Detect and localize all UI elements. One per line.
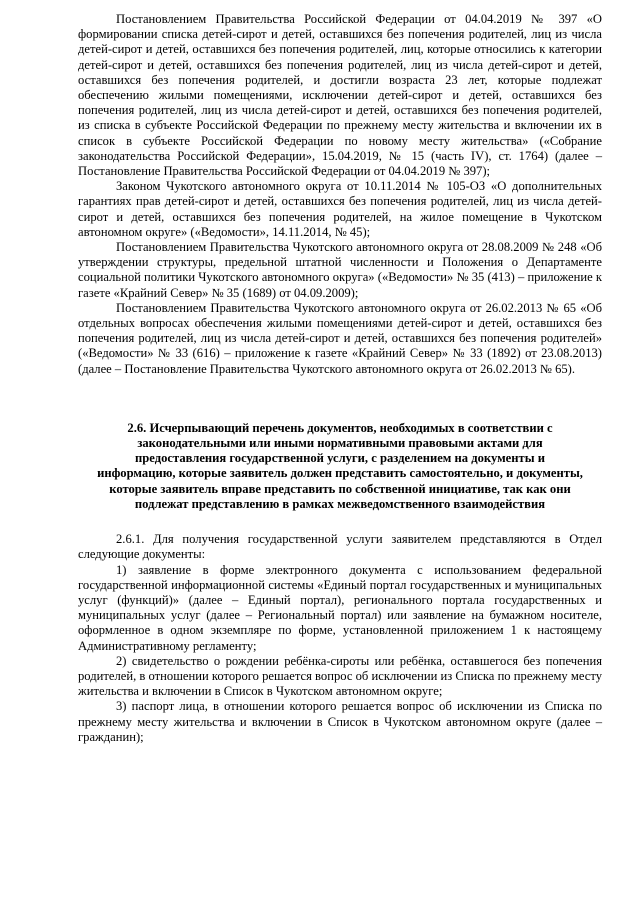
paragraph-decree-248: Постановлением Правительства Чукотского автономного округа от 28.08.2009 № 248 «Об утверждении структуры, предельной штатной численности и Положения о Департаменте социальной политики Чукотского автономного округа» («Ведомости» № 35 (413) – приложение к газете «Крайний Север» № 35 (1689) от 04.09.2009); [78,240,602,300]
list-item-1-application: 1) заявление в форме электронного документа с использованием федеральной государственной информационной системы «Единый портал государственных и муниципальных услуг (функций)» (далее – Единый портал), регионального портала государственных и муниципальных услуг (далее – Региональный портал) или заявление на бумажном носителе, оформленное в одном экземпляре по форме, установленной приложением 1 к настоящему Административному регламенту; [78,562,602,653]
list-item-2-birth-certificate: 2) свидетельство о рождении ребёнка-сироты или ребёнка, оставшегося без попечения родителей, в отношении которого решается вопрос об исключении из Списка по прежнему месту жительства и включении в Список в Чукотском автономном округе; [78,653,602,699]
paragraph-2-6-1: 2.6.1. Для получения государственной услуги заявителем представляются в Отдел следующие документы: [78,532,602,562]
paragraph-decree-397: Постановлением Правительства Российской Федерации от 04.04.2019 № 397 «О формировании списка детей-сирот и детей, оставшихся без попечения родителей, лиц из числа детей-сирот и детей, оставшихся без попечения родителей, лиц, которые относились к категории детей-сирот и детей, оставшихся без попечения родителей, лиц из числа детей-сирот и детей, оставшихся без попечения родителей, и достигли возраста 23 лет, которые подлежат обеспечению жилыми помещениями, исключении детей-сирот и детей, оставшихся без попечения родителей, лиц из числа детей-сирот и детей, оставшихся без попечения родителей, из списка в субъекте Российской Федерации по прежнему месту жительства и включении их в список в субъекте Российской Федерации по новому месту жительства» («Собрание законодательства Российской Федерации», 15.04.2019, № 15 (часть IV), ст. 1764) (далее – Постановление Правительства Российской Федерации от 04.04.2019 № 397); [78,12,602,179]
list-item-3-passport: 3) паспорт лица, в отношении которого решается вопрос об исключении из Списка по прежнему месту жительства и включении в Список в Чукотском автономном округе (далее – гражданин); [78,699,602,744]
section-heading-2-6: 2.6. Исчерпывающий перечень документов, необходимых в соответствии с законодательными или иными нормативными правовыми актами для предоставления государственной услуги, с разделением на документы и информацию, которые заявитель должен представить самостоятельно, и документы, которые заявитель вправе представить по собственной инициативе, так как они подлежат представлению в рамках межведомственного взаимодействия [97,420,583,511]
paragraph-decree-65: Постановлением Правительства Чукотского автономного округа от 26.02.2013 № 65 «Об отдельных вопросах обеспечения жилыми помещениями детей-сирот и детей, оставшихся без попечения родителей, лиц из числа детей-сирот и детей, оставшихся без попечения родителей» («Ведомости» № 33 (616) – приложение к газете «Крайний Север» № 33 (1892) от 23.08.2013) (далее – Постановление Правительства Чукотского автономного округа от 26.02.2013 № 65). [78,300,602,376]
paragraph-law-105-oz: Законом Чукотского автономного округа от 10.11.2014 № 105-ОЗ «О дополнительных гарантиях прав детей-сирот и детей, оставшихся без попечения родителей, лиц из числа детей-сирот и детей, оставшихся без попечения родителей, на жилое помещение в Чукотском автономном округе» («Ведомости», 14.11.2014, № 45); [78,179,602,239]
